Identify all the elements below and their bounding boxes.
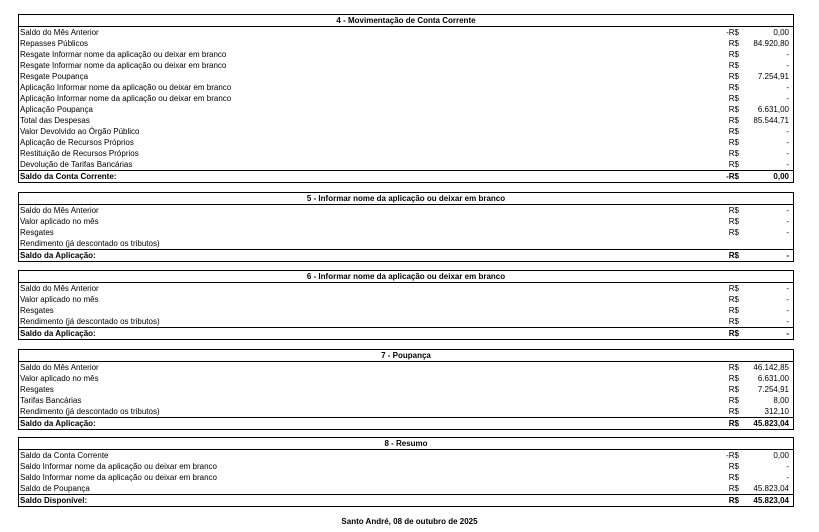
row-label: Tarifas Bancárias <box>20 396 82 405</box>
row-label: Saldo da Aplicação: <box>20 251 96 260</box>
row-currency: R$ <box>728 317 739 326</box>
row-currency: -R$ <box>726 451 739 460</box>
row-value: 45.823,04 <box>753 419 789 428</box>
report-section-5 <box>18 192 794 262</box>
table-row <box>19 238 793 249</box>
table-row <box>19 305 793 316</box>
row-currency: R$ <box>728 138 739 147</box>
row-currency: R$ <box>728 127 739 136</box>
table-row <box>19 294 793 305</box>
row-label: Valor aplicado no mês <box>20 217 99 226</box>
table-row <box>19 27 793 38</box>
row-currency: R$ <box>728 496 739 505</box>
row-value: - <box>786 228 789 237</box>
row-label: Rendimento (já descontado os tributos) <box>20 407 160 416</box>
table-row <box>19 395 793 406</box>
row-value: - <box>786 217 789 226</box>
report-footer-date: Santo André, 08 de outubro de 2025 <box>341 517 478 526</box>
row-currency: R$ <box>728 105 739 114</box>
row-label: Rendimento (já descontado os tributos) <box>20 239 160 248</box>
row-currency: R$ <box>728 295 739 304</box>
row-currency: R$ <box>728 72 739 81</box>
row-value: - <box>786 473 789 482</box>
table-row <box>19 227 793 238</box>
row-value: - <box>786 329 789 338</box>
row-currency: R$ <box>728 149 739 158</box>
section-title: 6 - Informar nome da aplicação ou deixar em branco <box>19 271 793 283</box>
row-value: - <box>786 61 789 70</box>
row-label: Valor aplicado no mês <box>20 295 99 304</box>
row-currency: R$ <box>728 462 739 471</box>
row-label: Valor Devolvido ao Órgão Público <box>20 127 140 136</box>
row-currency: -R$ <box>726 28 739 37</box>
table-row <box>19 49 793 60</box>
section-title: 8 - Resumo <box>19 438 793 450</box>
section-total-row <box>19 249 793 261</box>
report-section-8 <box>18 437 794 507</box>
row-currency: R$ <box>728 396 739 405</box>
row-label: Repasses Públicos <box>20 39 89 48</box>
table-row <box>19 362 793 373</box>
row-value: - <box>786 206 789 215</box>
row-value: - <box>786 127 789 136</box>
table-row <box>19 137 793 148</box>
row-currency: R$ <box>728 284 739 293</box>
row-label: Saldo da Aplicação: <box>20 419 96 428</box>
row-label: Resgates <box>20 306 54 315</box>
row-label: Saldo da Aplicação: <box>20 329 96 338</box>
row-label: Aplicação Poupança <box>20 105 93 114</box>
table-row <box>19 205 793 216</box>
table-row <box>19 450 793 461</box>
table-row <box>19 483 793 494</box>
row-value: 0,00 <box>773 451 789 460</box>
row-currency: R$ <box>728 61 739 70</box>
section-total-row <box>19 327 793 339</box>
row-label: Aplicação Informar nome da aplicação ou deixar em branco <box>20 94 232 103</box>
row-currency: R$ <box>728 407 739 416</box>
report-section-6 <box>18 270 794 340</box>
row-value: - <box>786 306 789 315</box>
row-value: - <box>786 50 789 59</box>
row-label: Saldo do Mês Anterior <box>20 363 99 372</box>
row-label: Resgate Informar nome da aplicação ou deixar em branco <box>20 61 227 70</box>
row-label: Saldo da Conta Corrente <box>20 451 109 460</box>
row-value: - <box>786 160 789 169</box>
table-row <box>19 148 793 159</box>
row-value: 46.142,85 <box>753 363 789 372</box>
row-value: 84.920,80 <box>753 39 789 48</box>
report-section-4 <box>18 14 794 183</box>
row-value: 45.823,04 <box>753 484 789 493</box>
row-label: Saldo do Mês Anterior <box>20 206 99 215</box>
table-row <box>19 216 793 227</box>
row-label: Saldo de Poupança <box>20 484 90 493</box>
row-currency: R$ <box>728 251 739 260</box>
table-row <box>19 38 793 49</box>
row-currency: R$ <box>728 160 739 169</box>
row-value: 6.631,00 <box>757 105 789 114</box>
row-value: 85.544,71 <box>753 116 789 125</box>
row-label: Resgates <box>20 385 54 394</box>
row-currency: R$ <box>728 94 739 103</box>
table-row <box>19 472 793 483</box>
row-currency: R$ <box>728 116 739 125</box>
row-label: Saldo do Mês Anterior <box>20 284 99 293</box>
row-currency: R$ <box>728 374 739 383</box>
row-currency: R$ <box>728 50 739 59</box>
row-currency: R$ <box>728 306 739 315</box>
table-row <box>19 126 793 137</box>
row-value: 7.254,91 <box>757 72 789 81</box>
row-label: Aplicação Informar nome da aplicação ou deixar em branco <box>20 83 232 92</box>
table-row <box>19 384 793 395</box>
row-value: 8,00 <box>773 396 789 405</box>
table-row <box>19 82 793 93</box>
row-currency: R$ <box>728 206 739 215</box>
row-label: Devolução de Tarifas Bancárias <box>20 160 133 169</box>
row-label: Saldo da Conta Corrente: <box>20 172 117 181</box>
row-currency: R$ <box>728 83 739 92</box>
row-value: - <box>786 317 789 326</box>
row-label: Resgates <box>20 228 54 237</box>
row-label: Total das Despesas <box>20 116 90 125</box>
row-label: Valor aplicado no mês <box>20 374 99 383</box>
row-value: - <box>786 83 789 92</box>
row-label: Rendimento (já descontado os tributos) <box>20 317 160 326</box>
row-currency: -R$ <box>726 172 739 181</box>
table-row <box>19 159 793 170</box>
row-currency: R$ <box>728 329 739 338</box>
table-row <box>19 104 793 115</box>
row-label: Saldo Informar nome da aplicação ou deixar em branco <box>20 462 217 471</box>
section-title: 7 - Poupança <box>19 350 793 362</box>
table-row <box>19 461 793 472</box>
table-row <box>19 283 793 294</box>
row-currency: R$ <box>728 385 739 394</box>
row-value: 0,00 <box>773 28 789 37</box>
section-total-row <box>19 417 793 429</box>
row-value: - <box>786 462 789 471</box>
section-title: 5 - Informar nome da aplicação ou deixar em branco <box>19 193 793 205</box>
row-label: Aplicação de Recursos Próprios <box>20 138 134 147</box>
table-row <box>19 93 793 104</box>
row-currency: R$ <box>728 228 739 237</box>
row-value: 6.631,00 <box>757 374 789 383</box>
table-row <box>19 373 793 384</box>
row-label: Resgate Poupança <box>20 72 89 81</box>
row-currency: R$ <box>728 363 739 372</box>
table-row <box>19 316 793 327</box>
row-value: 312,10 <box>764 407 789 416</box>
row-currency: R$ <box>728 473 739 482</box>
row-value: - <box>786 284 789 293</box>
row-currency: R$ <box>728 217 739 226</box>
row-value: - <box>786 251 789 260</box>
row-value: 0,00 <box>773 172 789 181</box>
row-label: Saldo do Mês Anterior <box>20 28 99 37</box>
report-section-7 <box>18 349 794 430</box>
table-row <box>19 406 793 417</box>
row-label: Saldo Disponível: <box>20 496 88 505</box>
row-value: 7.254,91 <box>757 385 789 394</box>
section-total-row <box>19 170 793 182</box>
row-value: 45.823,04 <box>753 496 789 505</box>
row-value: - <box>786 149 789 158</box>
row-currency: R$ <box>728 39 739 48</box>
row-label: Resgate Informar nome da aplicação ou deixar em branco <box>20 50 227 59</box>
row-value: - <box>786 94 789 103</box>
table-row <box>19 60 793 71</box>
row-value: - <box>786 295 789 304</box>
row-currency: R$ <box>728 484 739 493</box>
table-row <box>19 115 793 126</box>
table-row <box>19 71 793 82</box>
row-label: Saldo Informar nome da aplicação ou deixar em branco <box>20 473 217 482</box>
row-value: - <box>786 138 789 147</box>
section-title: 4 - Movimentação de Conta Corrente <box>19 15 793 27</box>
section-total-row <box>19 494 793 506</box>
row-currency: R$ <box>728 419 739 428</box>
row-label: Restituição de Recursos Próprios <box>20 149 139 158</box>
